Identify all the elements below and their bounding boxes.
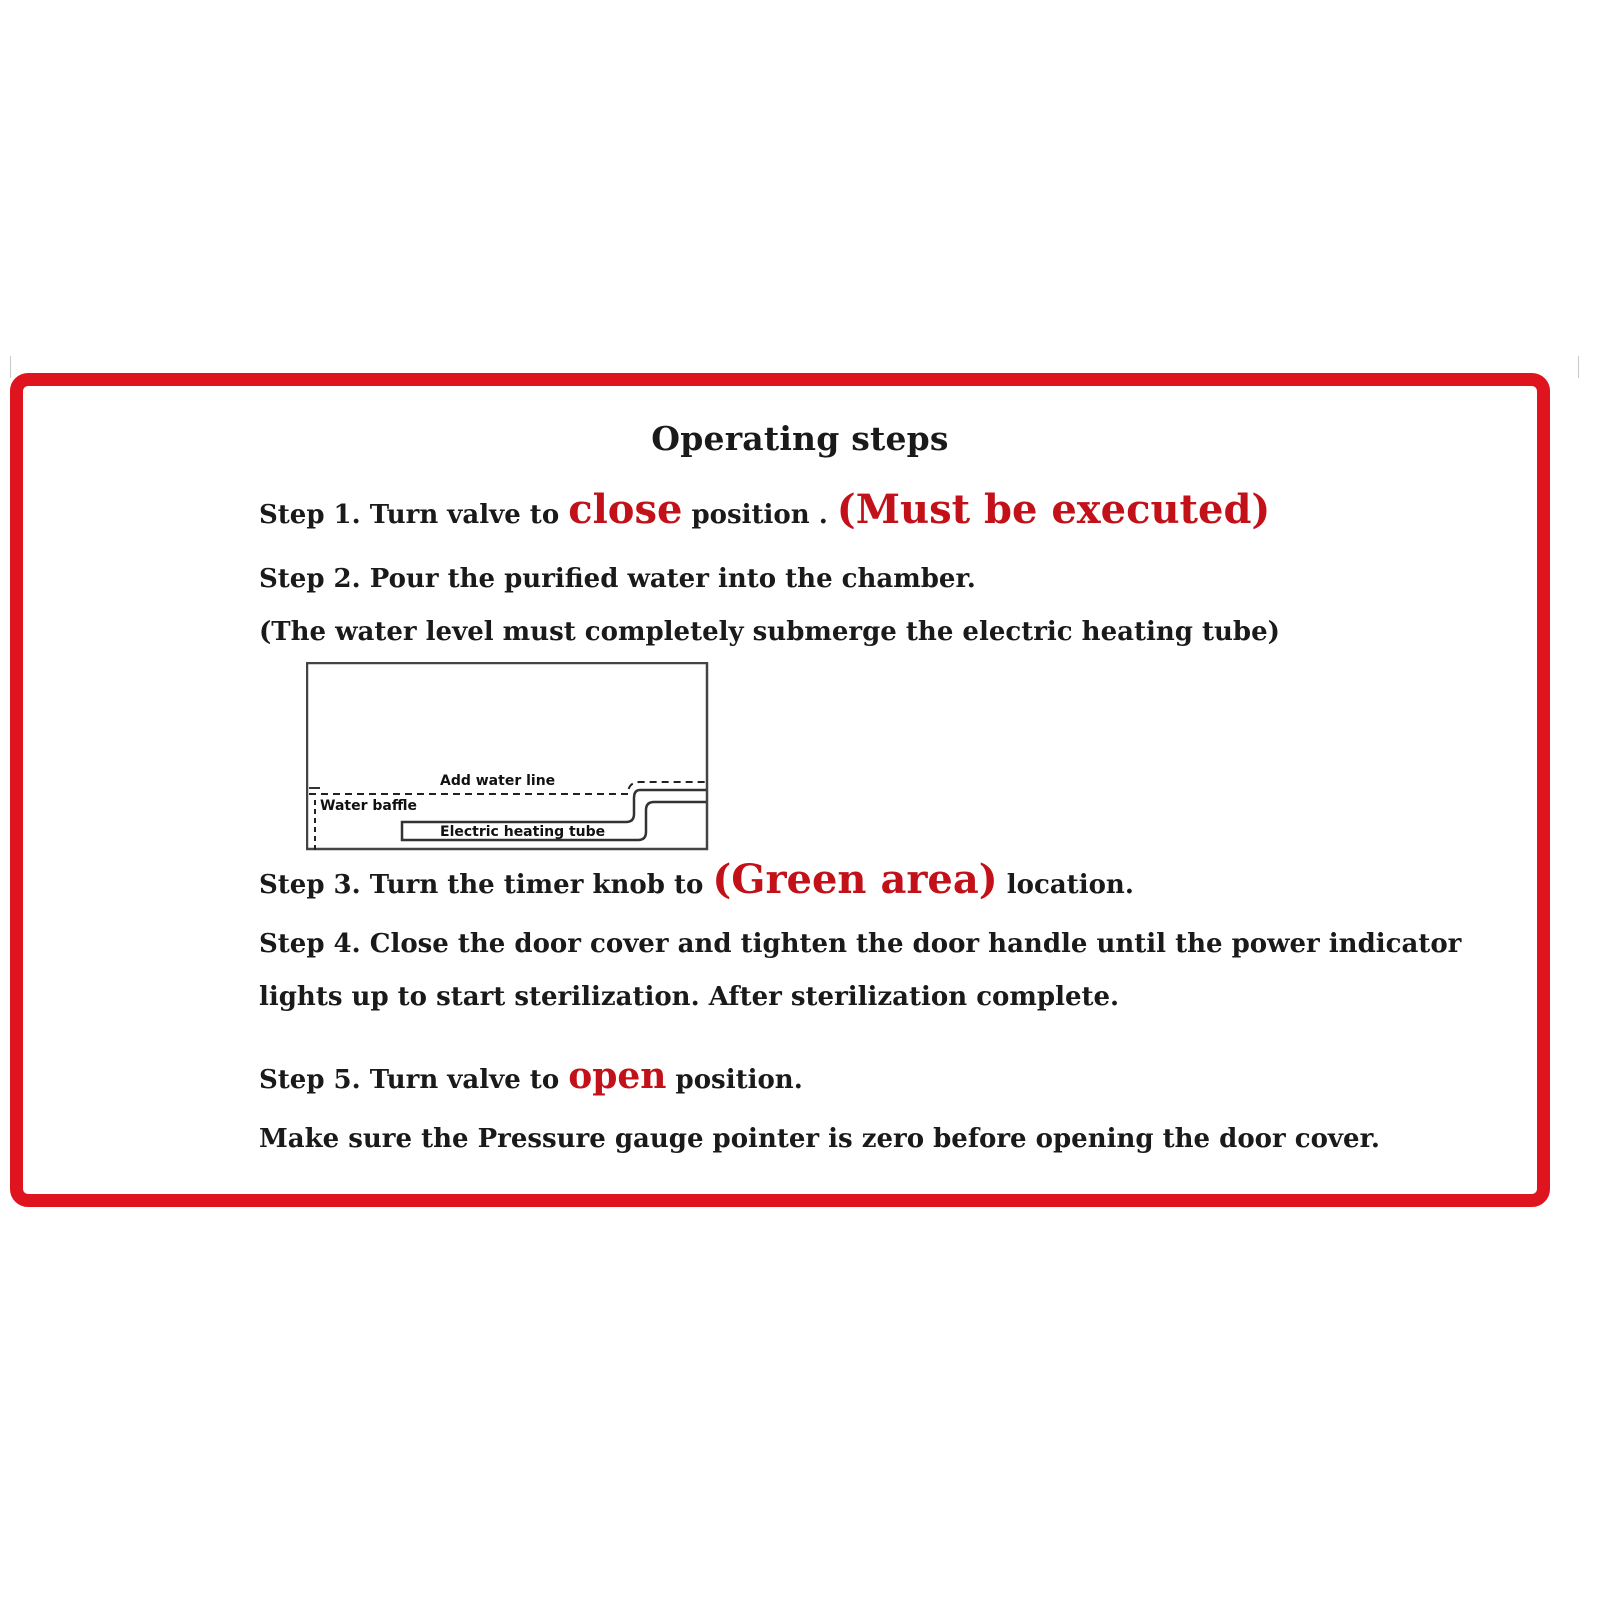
step-2: Step 2. Pour the purified water into the chamber. bbox=[259, 564, 976, 594]
step-4-line-2: lights up to start sterilization. After sterilization complete. bbox=[259, 982, 1120, 1012]
step-3-prefix: Step 3. Turn the timer knob to bbox=[259, 870, 713, 900]
step-1-prefix: Step 1. Turn valve to bbox=[259, 500, 569, 530]
step-1-middle: position . bbox=[682, 500, 837, 530]
step-1-must-execute-note: (Must be executed) bbox=[836, 486, 1271, 533]
heating-tube-label: Electric heating tube bbox=[440, 824, 606, 840]
pressure-gauge-note: Make sure the Pressure gauge pointer is zero before opening the door cover. bbox=[259, 1124, 1380, 1154]
step-2-note: (The water level must completely submerge the electric heating tube) bbox=[259, 617, 1280, 647]
left-edge-mark bbox=[10, 356, 11, 378]
step-5-open-highlight: open bbox=[568, 1055, 667, 1097]
step-1 bbox=[259, 486, 1270, 533]
step-5 bbox=[259, 1055, 803, 1097]
right-edge-mark bbox=[1578, 356, 1579, 378]
step-5-prefix: Step 5. Turn valve to bbox=[259, 1065, 569, 1095]
page-title: Operating steps bbox=[651, 419, 949, 458]
add-water-line-label: Add water line bbox=[440, 773, 556, 789]
step-4-line-1: Step 4. Close the door cover and tighten the door handle until the power indicator bbox=[259, 929, 1462, 959]
step-3 bbox=[259, 856, 1134, 903]
step-1-close-highlight: close bbox=[568, 486, 683, 533]
step-3-suffix: location. bbox=[997, 870, 1134, 900]
water-baffle-label: Water baffle bbox=[320, 798, 417, 814]
water-level-diagram-svg bbox=[306, 662, 710, 852]
step-5-suffix: position. bbox=[666, 1065, 803, 1095]
water-level-diagram bbox=[306, 662, 710, 852]
step-3-green-area-highlight: (Green area) bbox=[712, 856, 998, 903]
